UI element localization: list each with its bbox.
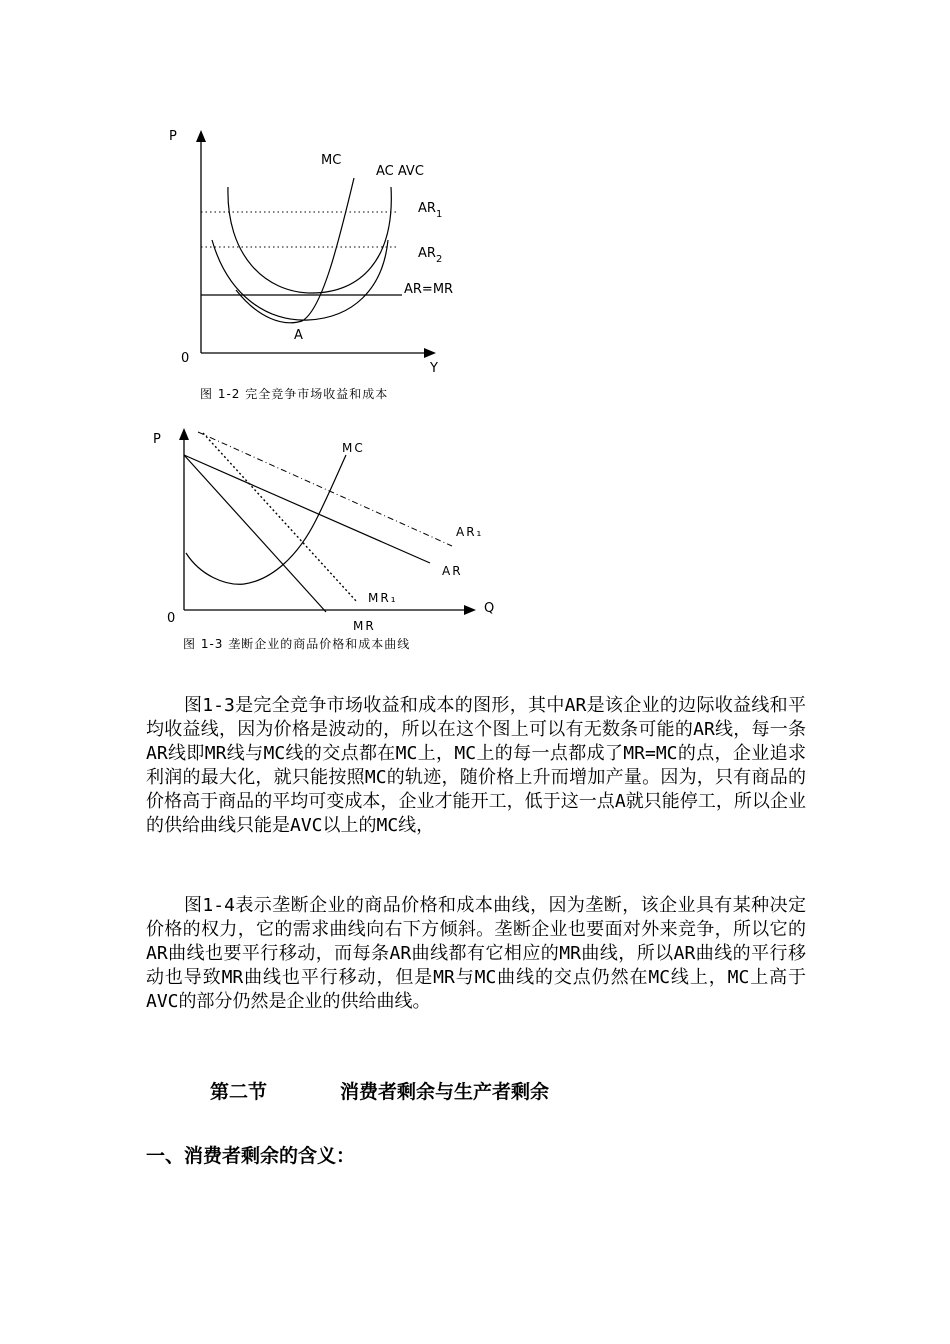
fig1-axis-p: P: [169, 129, 177, 144]
fig1-label-mc: MC: [321, 153, 342, 168]
fig1-origin: 0: [181, 351, 190, 366]
fig1-caption: 图 1-2 完全竞争市场收益和成本: [200, 387, 389, 401]
fig1-mc-curve: [236, 178, 354, 323]
paragraph-2: 图1-4表示垄断企业的商品价格和成本曲线，因为垄断，该企业具有某种决定价格的权力，它的需求曲线向右下方倾斜。垄断企业也要面对外来竞争，所以它的AR曲线也要平行移动，而每条AR曲线都有它相应的MR曲线，所以AR曲线的平行移动也导致MR曲线也平行移动，但是MR与MC曲线的交点仍然在MC线上，MC上高于AVC的部分仍然是企业的供给曲线。: [146, 895, 806, 1012]
fig1-y-arrow: [196, 130, 206, 142]
subheading: 一、消费者剩余的含义：: [146, 1145, 356, 1167]
fig2-label-mr1: MR₁: [368, 591, 398, 605]
fig1-ac-curve: [228, 187, 391, 293]
section-heading-number: 第二节: [210, 1081, 268, 1103]
fig2-label-mr: MR: [353, 619, 376, 633]
fig1-label-ac-avc: AC AVC: [376, 164, 424, 179]
fig2-mc-curve: [186, 455, 346, 584]
fig2-label-ar1: AR₁: [456, 525, 484, 539]
fig1-avc-curve: [212, 240, 388, 320]
fig1-label-ar-mr: AR=MR: [404, 282, 454, 297]
fig2-x-arrow: [464, 605, 476, 615]
figure-1-2: [169, 129, 453, 401]
fig1-label-a: A: [294, 328, 303, 343]
fig2-label-ar: AR: [442, 564, 463, 578]
fig2-axis-q: Q: [484, 601, 495, 616]
figure-1-3: [153, 428, 494, 651]
fig2-caption: 图 1-3 垄断企业的商品价格和成本曲线: [183, 637, 411, 651]
fig2-mr1-line: [203, 433, 357, 602]
fig2-axis-p: P: [153, 432, 161, 447]
fig2-ar1-line: [198, 432, 452, 546]
fig1-label-ar1: $AR_1$: [418, 201, 443, 220]
fig1-axis-y: Y: [430, 361, 438, 376]
fig1-x-arrow: [424, 348, 436, 358]
section-heading-title: 消费者剩余与生产者剩余: [340, 1081, 550, 1103]
fig2-label-mc: MC: [342, 441, 365, 455]
fig2-origin: 0: [167, 611, 176, 626]
fig2-mr-line: [184, 455, 326, 612]
fig1-label-ar2: $AR_2$: [418, 246, 443, 265]
fig2-y-arrow: [179, 428, 189, 440]
paragraph-1: 图1-3是完全竞争市场收益和成本的图形，其中AR是该企业的边际收益线和平均收益线，因为价格是波动的，所以在这个图上可以有无数条可能的AR线，每一条AR线即MR线与MC线的交点都在MC上，MC上的每一点都成了MR=MC的点，企业追求利润的最大化，就只能按照MC的轨迹，随价格上升而增加产量。因为，只有商品的价格高于商品的平均可变成本，企业才能开工，低于这一点A就只能停工，所以企业的供给曲线只能是AVC以上的MC线，: [146, 695, 806, 836]
